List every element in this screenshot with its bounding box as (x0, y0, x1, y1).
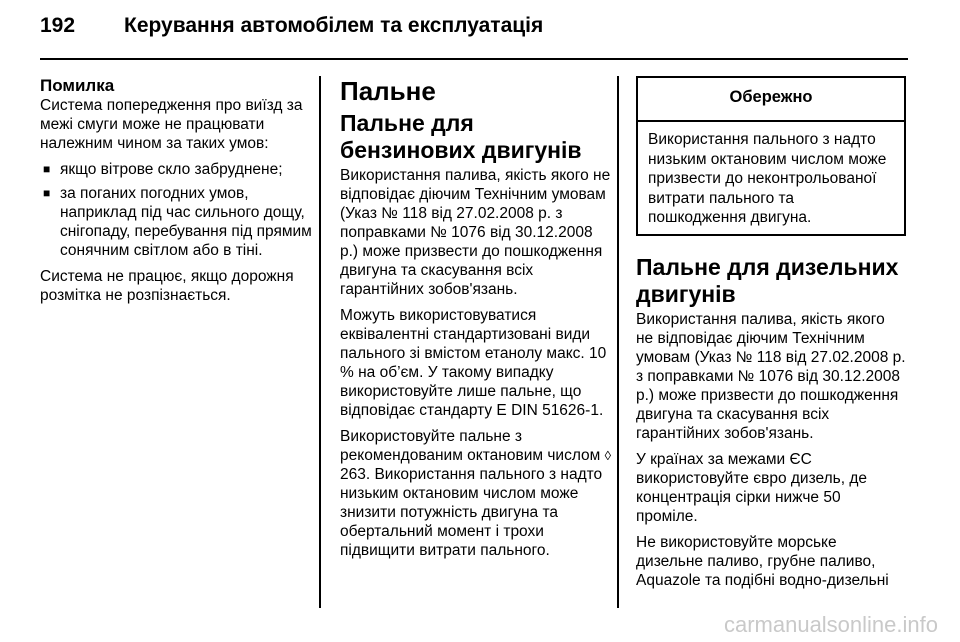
petrol-paragraph-1: Використання палива, якість якого не відповідає діючим Технічним умовам (Указ № 118 від 27.02.2008 р. з поправками № 1076 від 30.12.2008 р.) може призвести до пошкодження двигуна та скасування всіх гарантійних зобов'язань. (340, 167, 611, 298)
column-divider-1 (319, 76, 321, 608)
caution-box (636, 76, 906, 236)
diesel-paragraph-3: Не використовуйте морське дизельне паливо, грубне паливо, Aquazole та подібні водно-дизельні (636, 533, 889, 589)
column-3 (636, 76, 906, 597)
bullet-square-icon: ■ (43, 186, 51, 200)
chapter-title: Керування автомобілем та експлуатація (124, 14, 544, 37)
column-1 (40, 76, 315, 312)
diesel-paragraph-1: Використання палива, якість якого не відповідає діючим Технічним умовам (Указ № 118 від 27.02.2008 р. з поправками № 1076 від 30.12.2008 р.) може призвести до пошкодження двигуна та скасування всіх гарантійних зобов'язань. (636, 310, 906, 442)
outro-paragraph: Система не працює, якщо дорожня розмітка не розпізнається. (40, 268, 294, 304)
list-item: ■ якщо вітрове скло забруднене; (43, 161, 283, 178)
caution-title: Обережно (638, 78, 904, 122)
petrol-paragraph-3: Використовуйте пальне з рекомендованим октановим числом ◊ 263. Використання пального з надто низьким октановим числом може знизити потужність двигуна та обертальний момент і трохи підвищити витрати пального. (340, 428, 612, 559)
page-header (40, 14, 543, 38)
subsection-title-petrol: Пальне для бензинових двигунів (340, 110, 582, 163)
intro-paragraph: Система попередження про виїзд за межі смуги може не працювати належним чином за таких умов: (40, 97, 303, 152)
column-2 (340, 76, 612, 567)
section-heading-error: Помилка (40, 76, 115, 95)
bullet-square-icon: ■ (43, 162, 51, 176)
list-item: ■ за поганих погодних умов, наприклад під час сильного дощу, снігопаду, перебування під прямим сонячним світлом або в тіні. (43, 185, 312, 259)
caution-text: Використання пального з надто низьким октановим числом може призвести до неконтрольованої витрати пального та пошкодження двигуна. (648, 131, 887, 227)
section-title-fuel: Пальне (340, 76, 436, 106)
cross-reference-icon[interactable]: ◊ (604, 448, 612, 463)
header-rule (40, 58, 908, 60)
column-divider-2 (617, 76, 619, 608)
petrol-paragraph-2: Можуть використовуватися еквівалентні стандартизовані види пального зі вмістом етанолу макс. 10 % на об’єм. У такому випадку використовуйте лише пальне, що відповідає стандарту E DIN 51626-1. (340, 307, 607, 419)
diesel-paragraph-2: У країнах за межами ЄС використовуйте євро дизель, де концентрація сірки нижче 50 проміле. (636, 450, 868, 525)
conditions-list (40, 160, 315, 260)
subsection-title-diesel: Пальне для дизельних двигунів (636, 253, 899, 307)
watermark: carmanualsonline.info (723, 612, 938, 637)
page-number: 192 (40, 14, 76, 37)
